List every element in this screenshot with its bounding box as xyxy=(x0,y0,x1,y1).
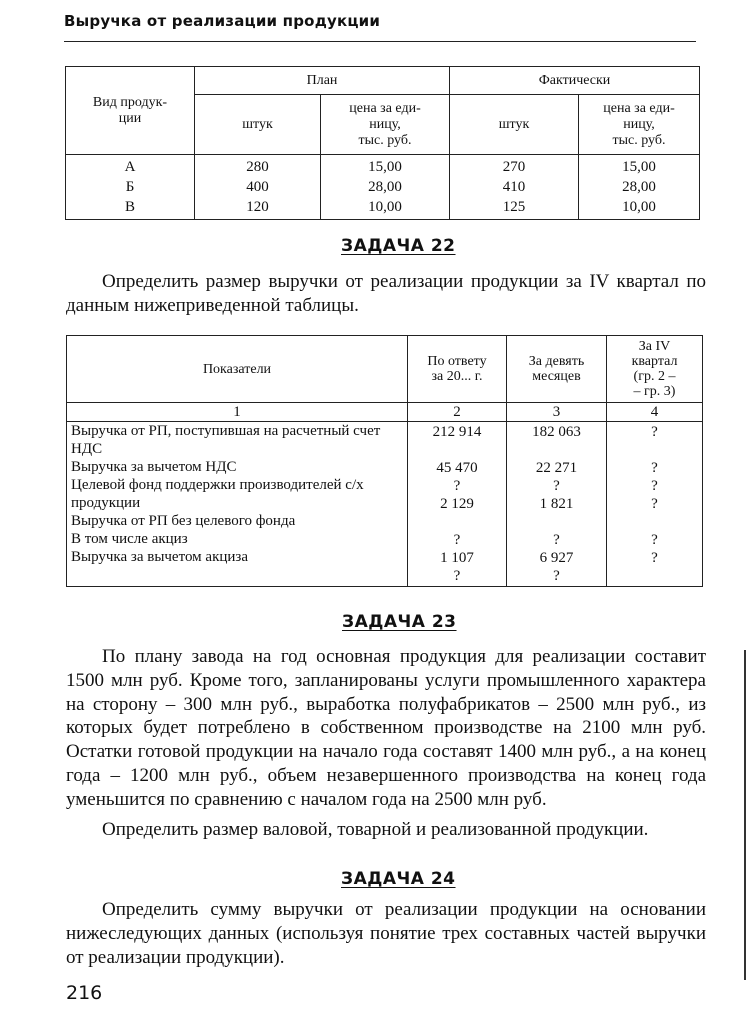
running-header: Выручка от реализации продукции xyxy=(64,12,381,30)
indicator: Выручка от РП, поступившая на расчетный счет xyxy=(71,423,381,439)
revenue-table xyxy=(66,335,703,587)
indicator: Выручка за вычетом акциза xyxy=(71,549,248,565)
indicator: Выручка за вычетом НДС xyxy=(71,459,237,475)
col-fact-price: 15,00 28,00 10,00 xyxy=(579,155,700,220)
page-number: 216 xyxy=(66,982,103,1004)
th-fact-price: цена за еди- ницу, тыс. руб. xyxy=(579,95,700,155)
col-q4: ? ? ? ? ? ? xyxy=(607,422,703,587)
col-plan-price: 15,00 28,00 10,00 xyxy=(321,155,450,220)
task-23-title: ЗАДАЧА 23 xyxy=(342,612,457,632)
col-nine-months: 182 063 22 271 ? 1 821 ? 6 927 ? xyxy=(507,422,607,587)
th-fact-pieces: штук xyxy=(450,95,579,155)
indicator: Выручка от РП без целевого фонда xyxy=(71,513,296,529)
task-24-text: Определить сумму выручки от реализации продукции на основании нижеследующих данных (используя понятие трех составных частей выручки от реализации продукции). xyxy=(66,899,706,968)
col-report: 212 914 45 470 ? 2 129 ? 1 107 ? xyxy=(408,422,507,587)
indicator: Целевой фонд поддержки производителей с/х продукции xyxy=(71,477,364,511)
task-22-title: ЗАДАЧА 22 xyxy=(341,236,456,256)
indicators-cell xyxy=(67,422,408,587)
th-plan: План xyxy=(195,67,450,95)
th-plan-pieces: штук xyxy=(195,95,321,155)
col-number: 1 xyxy=(67,403,408,422)
col-plan-pieces: 280 400 120 xyxy=(195,155,321,220)
col-number: 4 xyxy=(607,403,703,422)
col-fact-pieces: 270 410 125 xyxy=(450,155,579,220)
task-22-text: Определить размер выручки от реализации продукции за IV квартал по данным нижеприведенной таблицы. xyxy=(66,271,706,316)
indicator: НДС xyxy=(71,441,103,457)
th-plan-price: цена за еди- ницу, тыс. руб. xyxy=(321,95,450,155)
th-fact: Фактически xyxy=(450,67,700,95)
col-number: 2 xyxy=(408,403,507,422)
price-table xyxy=(65,66,700,220)
task-23-question: Определить размер валовой, товарной и реализованной продукции. xyxy=(102,819,649,840)
th-nine-months: За девять месяцев xyxy=(507,336,607,403)
th-q4: За IV квартал (гр. 2 – – гр. 3) xyxy=(607,336,703,403)
indicator: В том числе акциз xyxy=(71,531,188,547)
table-row xyxy=(67,422,703,587)
col-number: 3 xyxy=(507,403,607,422)
task-24-title: ЗАДАЧА 24 xyxy=(341,869,456,889)
margin-line xyxy=(744,650,746,980)
table-row xyxy=(66,155,700,220)
th-report: По ответу за 20... г. xyxy=(408,336,507,403)
task-23-text: По плану завода на год основная продукция для реализации составит 1500 млн руб. Кроме того, запланированы услуги промышленного характера на сторону – 300 млн руб., выработка полуфабрикатов – 2500 млн руб., из которых будет потреблено в собственном производстве на 2100 млн руб. Остатки готовой продукции на начало года составят 1400 млн руб., а на конец года – 1200 млн руб., объем незавершенного производства на конец года уменьшится по сравнению с началом года на 2500 млн руб. xyxy=(66,646,706,810)
th-indicators: Показатели xyxy=(67,336,408,403)
col-product: А Б В xyxy=(66,155,195,220)
header-rule xyxy=(64,41,696,42)
th-product: Вид продук- ции xyxy=(66,67,195,155)
